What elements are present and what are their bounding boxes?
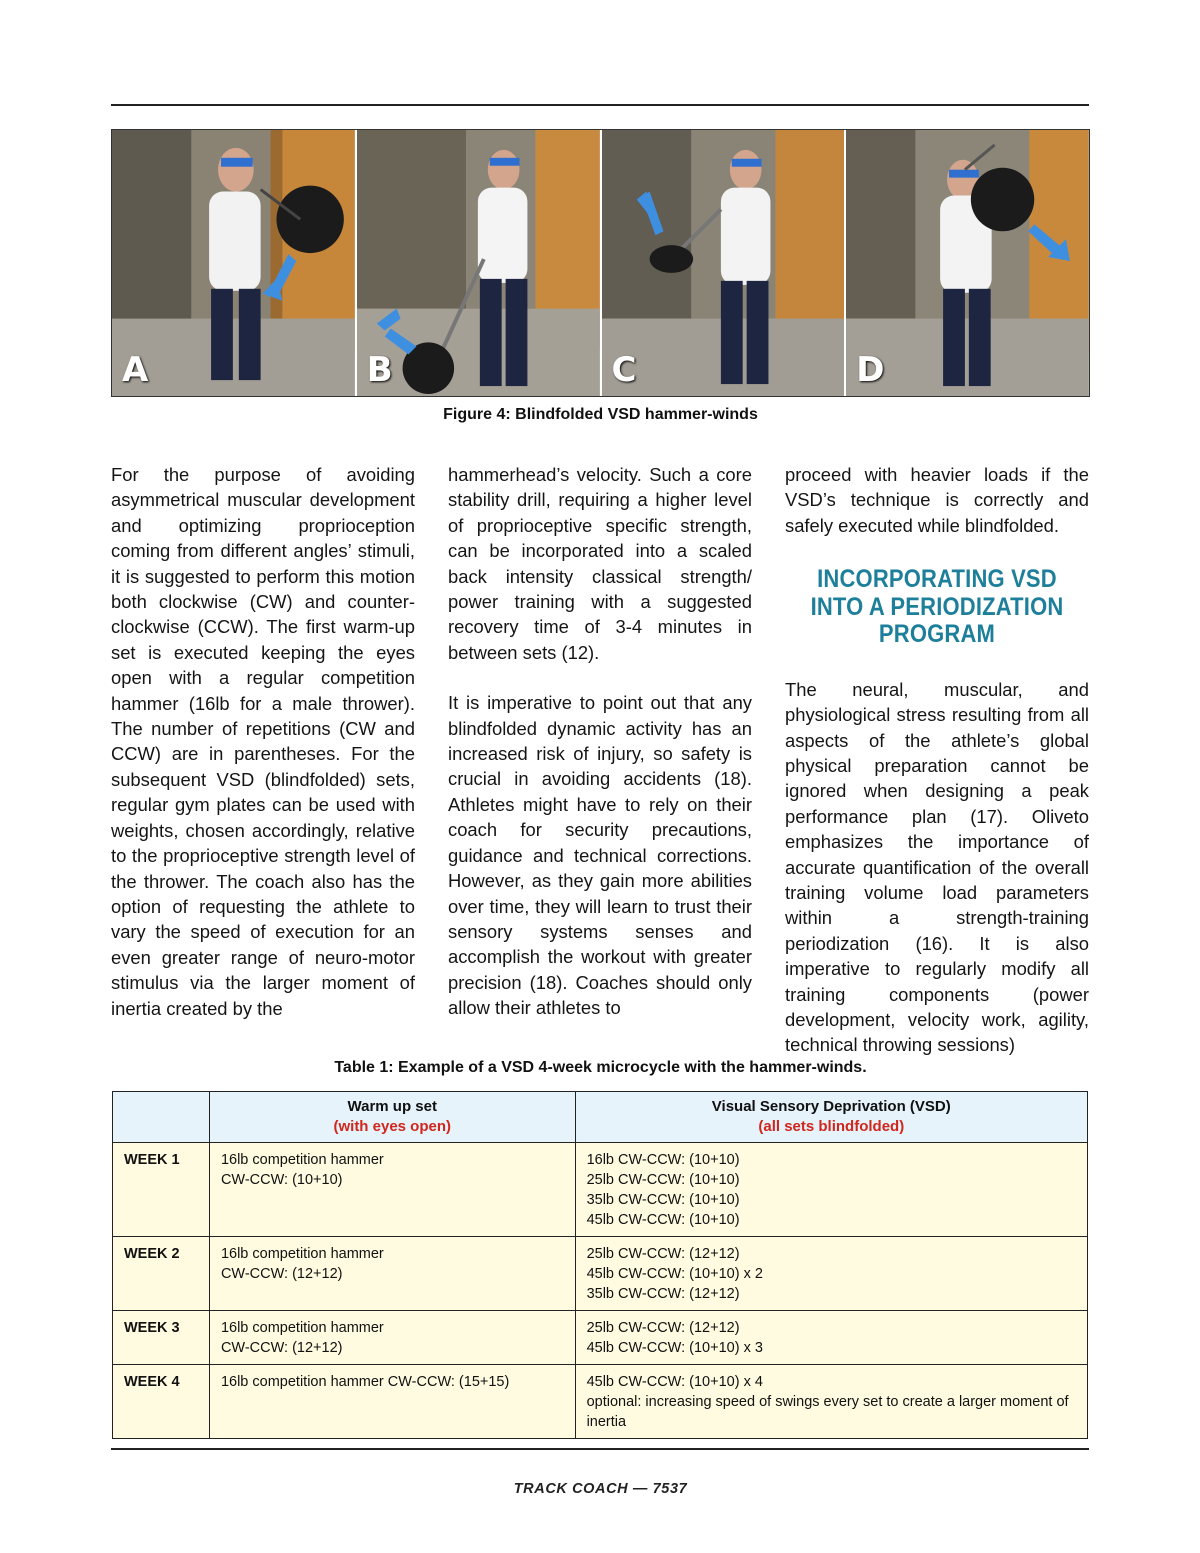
photo-panel-b <box>357 130 600 396</box>
cell-line: 35lb CW-CCW: (12+12) <box>586 1286 740 1302</box>
week-cell: WEEK 1 <box>113 1143 210 1237</box>
header-cell-empty <box>113 1092 210 1143</box>
header-cell-vsd <box>575 1092 1087 1143</box>
figure-panel-d <box>846 130 1089 396</box>
cell-line: 16lb competition hammer <box>220 1320 384 1336</box>
figure-panel-b <box>357 130 602 396</box>
panel-letter: D <box>856 350 885 390</box>
header-title: Visual Sensory Deprivation (VSD) <box>711 1098 951 1115</box>
warmup-cell <box>209 1365 575 1439</box>
week-cell: WEEK 4 <box>113 1365 210 1439</box>
vsd-cell <box>575 1143 1087 1237</box>
cell-line: optional: increasing speed of swings every set to create a larger moment of inertia <box>586 1394 1069 1430</box>
cell-line: 45lb CW-CCW: (10+10) x 4 <box>586 1374 763 1390</box>
table-row <box>113 1365 1088 1439</box>
cell-line: 45lb CW-CCW: (10+10) <box>586 1212 740 1228</box>
top-rule <box>111 104 1089 106</box>
paragraph: proceed with heavier loads if the VSD’s technique is correctly and safely executed while blindfolded. <box>785 464 1089 536</box>
header-subtitle: (with eyes open) <box>333 1118 452 1135</box>
cell-line: 45lb CW-CCW: (10+10) x 3 <box>586 1340 763 1356</box>
panel-letter: B <box>366 350 393 390</box>
table-header-row <box>113 1092 1088 1143</box>
paragraph: For the purpose of avoiding asymmetrical muscular development and optimizing proprioception coming from different angles’ stimuli, it is suggested to perform this motion both clockwise (CW) and counter-clockwise (CCW). The first warm-up set is executed keeping the eyes open with a regular competition hammer (16lb for a male thrower). The number of repetitions (CW and CCW) are in parentheses. For the subsequent VSD (blindfolded) sets, regular gym plates can be used with weights, chosen accordingly, relative to the proprioceptive strength level of the thrower. The coach also has the option of requesting the athlete to vary the speed of execution for an even greater range of neuro-motor stimulus via the larger moment of inertia created by the <box>111 464 415 1019</box>
table-row <box>113 1143 1088 1237</box>
photo-panel-c <box>602 130 845 396</box>
text-column-2 <box>448 462 752 1021</box>
cell-line: 16lb competition hammer <box>220 1246 384 1262</box>
cell-line: 16lb CW-CCW: (10+10) <box>586 1152 740 1168</box>
figure-panel-c <box>602 130 847 396</box>
cell-line: 16lb competition hammer CW-CCW: (15+15) <box>220 1374 510 1390</box>
vsd-cell <box>575 1237 1087 1311</box>
warmup-cell <box>209 1143 575 1237</box>
header-title: Warm up set <box>347 1098 437 1115</box>
vsd-cell <box>575 1365 1087 1439</box>
header-cell-warmup <box>209 1092 575 1143</box>
cell-line: CW-CCW: (10+10) <box>220 1172 343 1188</box>
paragraph: It is imperative to point out that any blindfolded dynamic activity has an increased risk of injury, so safety is crucial in avoiding accidents (18). Athletes might have to rely on their coach for security precautions, guidance and technical corrections. However, as they gain more abilities over time, they will learn to trust their sensory systems senses and accomplish the workout with greater precision (18). Coaches should only allow their athletes to <box>448 692 752 1019</box>
figure-caption: Figure 4: Blindfolded VSD hammer-winds <box>443 406 758 423</box>
cell-line: CW-CCW: (12+12) <box>220 1266 343 1282</box>
heading-line: INTO A PERIODIZATION <box>810 592 1064 621</box>
section-heading <box>803 566 1071 649</box>
heading-line: INCORPORATING VSD <box>817 565 1057 594</box>
week-cell: WEEK 3 <box>113 1311 210 1365</box>
page-footer: TRACK COACH — 7537 <box>513 1481 688 1497</box>
vsd-cell <box>575 1311 1087 1365</box>
text-column-1 <box>111 462 415 1021</box>
cell-line: 25lb CW-CCW: (12+12) <box>586 1246 740 1262</box>
cell-line: 16lb competition hammer <box>220 1152 384 1168</box>
cell-line: CW-CCW: (12+12) <box>220 1340 343 1356</box>
microcycle-table <box>112 1091 1088 1439</box>
table-row <box>113 1311 1088 1365</box>
figure-hammer-winds <box>111 129 1090 397</box>
cell-line: 25lb CW-CCW: (12+12) <box>586 1320 740 1336</box>
paragraph: The neural, muscular, and physiological stress resulting from all aspects of the athlete’s global physical preparation cannot be ignored when designing a peak performance plan (17). Oliveto emphasizes the importance of accurate quantification of the overall training volume load parameters within a strength-training periodization (16). It is also imperative to regularly modify all training components (power development, velocity work, agility, technical throwing sessions) <box>785 678 1089 1056</box>
week-cell: WEEK 2 <box>113 1237 210 1311</box>
header-subtitle: (all sets blindfolded) <box>758 1118 905 1135</box>
table-row <box>113 1237 1088 1311</box>
cell-line: 45lb CW-CCW: (10+10) x 2 <box>586 1266 763 1282</box>
photo-panel-a <box>112 130 355 396</box>
table-caption: Table 1: Example of a VSD 4-week microcycle with the hammer-winds. <box>334 1059 867 1076</box>
warmup-cell <box>209 1237 575 1311</box>
panel-letter: C <box>611 350 637 390</box>
paragraph: hammerhead’s velocity. Such a core stability drill, requiring a higher level of proprioceptive specific strength, can be incorporated into a scaled back intensity classical strength/ power training with a suggested recovery time of 3-4 minutes in between sets (12). <box>448 464 752 663</box>
cell-line: 25lb CW-CCW: (10+10) <box>586 1172 740 1188</box>
warmup-cell <box>209 1311 575 1365</box>
cell-line: 35lb CW-CCW: (10+10) <box>586 1192 740 1208</box>
text-column-3 <box>785 462 1089 1058</box>
bottom-rule <box>111 1448 1089 1450</box>
panel-letter: A <box>122 350 149 390</box>
heading-line: PROGRAM <box>878 620 996 649</box>
figure-panel-a <box>112 130 357 396</box>
